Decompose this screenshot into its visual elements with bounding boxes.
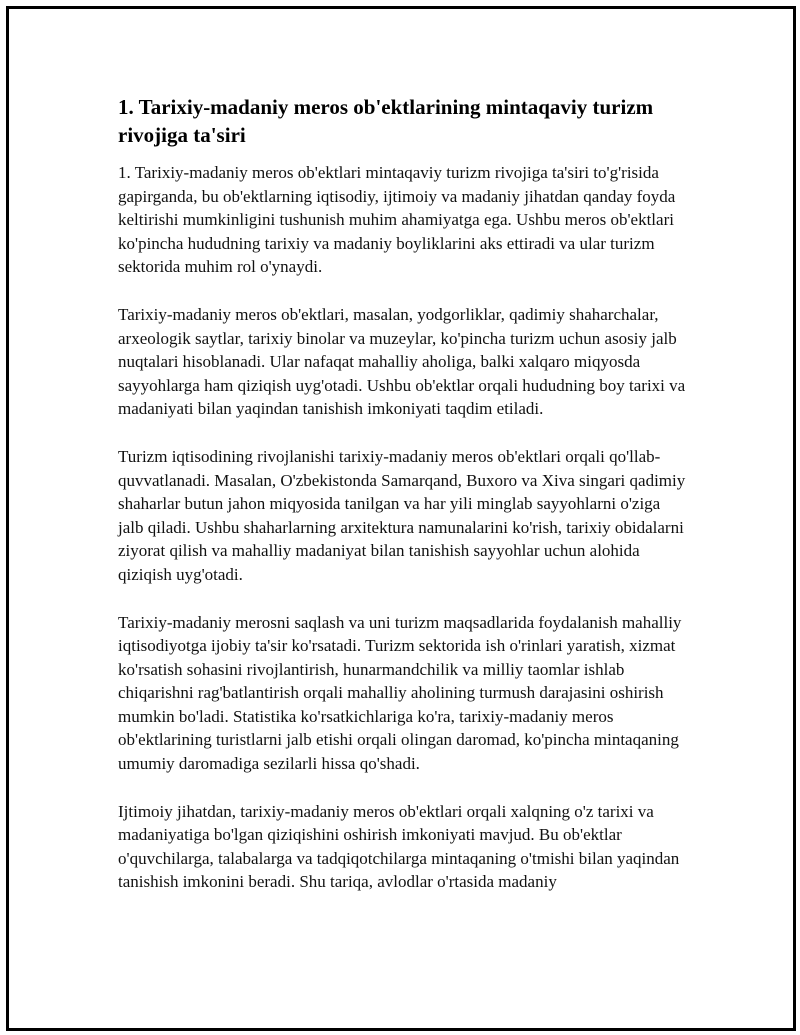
paragraph-3: Turizm iqtisodining rivojlanishi tarixiy-madaniy meros ob'ektlari orqali qo'llab-quvvatlanadi. Masalan, O'zbekistonda Samarqand, Buxoro va Xiva singari qadimiy shaharlar butun jahon miqyosida tanilgan va har yili minglab sayyohlarni o'ziga jalb qiladi. Ushbu shaharlarning arxitektura namunalarini ko'rish, tarixiy obidalarni ziyorat qilish va mahalliy madaniyat bilan tanishish sayyohlar uchun alohida qiziqish uyg'otadi. — [118, 446, 686, 584]
document-body — [118, 93, 688, 918]
paragraph-4: Tarixiy-madaniy merosni saqlash va uni turizm maqsadlarida foydalanish mahalliy iqtisodiyotga ijobiy ta'sir ko'rsatadi. Turizm sektorida ish o'rinlari yaratish, xizmat ko'rsatish sohasini rivojlantirish, hunarmandchilik va milliy taomlar ishlab chiqarishni rag'batlantirish orqali mahalliy aholining turmush darajasini oshirish mumkin bo'ladi. Statistika ko'rsatkichlariga ko'ra, tarixiy-madaniy meros ob'ektlarining turistlarni jalb etishi orqali olingan daromad, ko'pincha mintaqaning umumiy daromadiga sezilarli hissa qo'shadi. — [118, 612, 682, 774]
paragraph-1: 1. Tarixiy-madaniy meros ob'ektlari mintaqaviy turizm rivojiga ta'siri to'g'risida gapirganda, bu ob'ektlarning iqtisodiy, ijtimoiy va madaniy jihatdan qanday foyda keltirishi mumkinligini tushunish muhim ahamiyatga ega. Ushbu meros ob'ektlari ko'pincha hududning tarixiy va madaniy boyliklarini aks ettiradi va ular turizm sektorida muhim rol o'ynaydi. — [118, 163, 676, 277]
paragraph-2: Tarixiy-madaniy meros ob'ektlari, masalan, yodgorliklar, qadimiy shaharchalar, arxeologik saytlar, tarixiy binolar va muzeylar, ko'pincha turizm uchun asosiy jalb nuqtalari hisoblanadi. Ular nafaqat mahalliy aholiga, balki xalqaro miqyosda sayyohlarga ham qiziqish uyg'otadi. Ushbu ob'ektlar orqali hududning boy tarixi va madaniyati bilan yaqindan tanishish imkoniyati taqdim etiladi. — [118, 304, 686, 419]
paragraph-5: Ijtimoiy jihatdan, tarixiy-madaniy meros ob'ektlari orqali xalqning o'z tarixi va madaniyatiga bo'lgan qiziqishini oshirish imkoniyati mavjud. Bu ob'ektlar o'quvchilarga, talabalarga va tadqiqotchilarga mintaqaning o'tmishi bilan yaqindan tanishish imkonini beradi. Shu tariqa, avlodlar o'rtasida madaniy — [118, 801, 680, 892]
section-heading: 1. Tarixiy-madaniy meros ob'ektlarining mintaqaviy turizm rivojiga ta'siri — [118, 95, 654, 147]
